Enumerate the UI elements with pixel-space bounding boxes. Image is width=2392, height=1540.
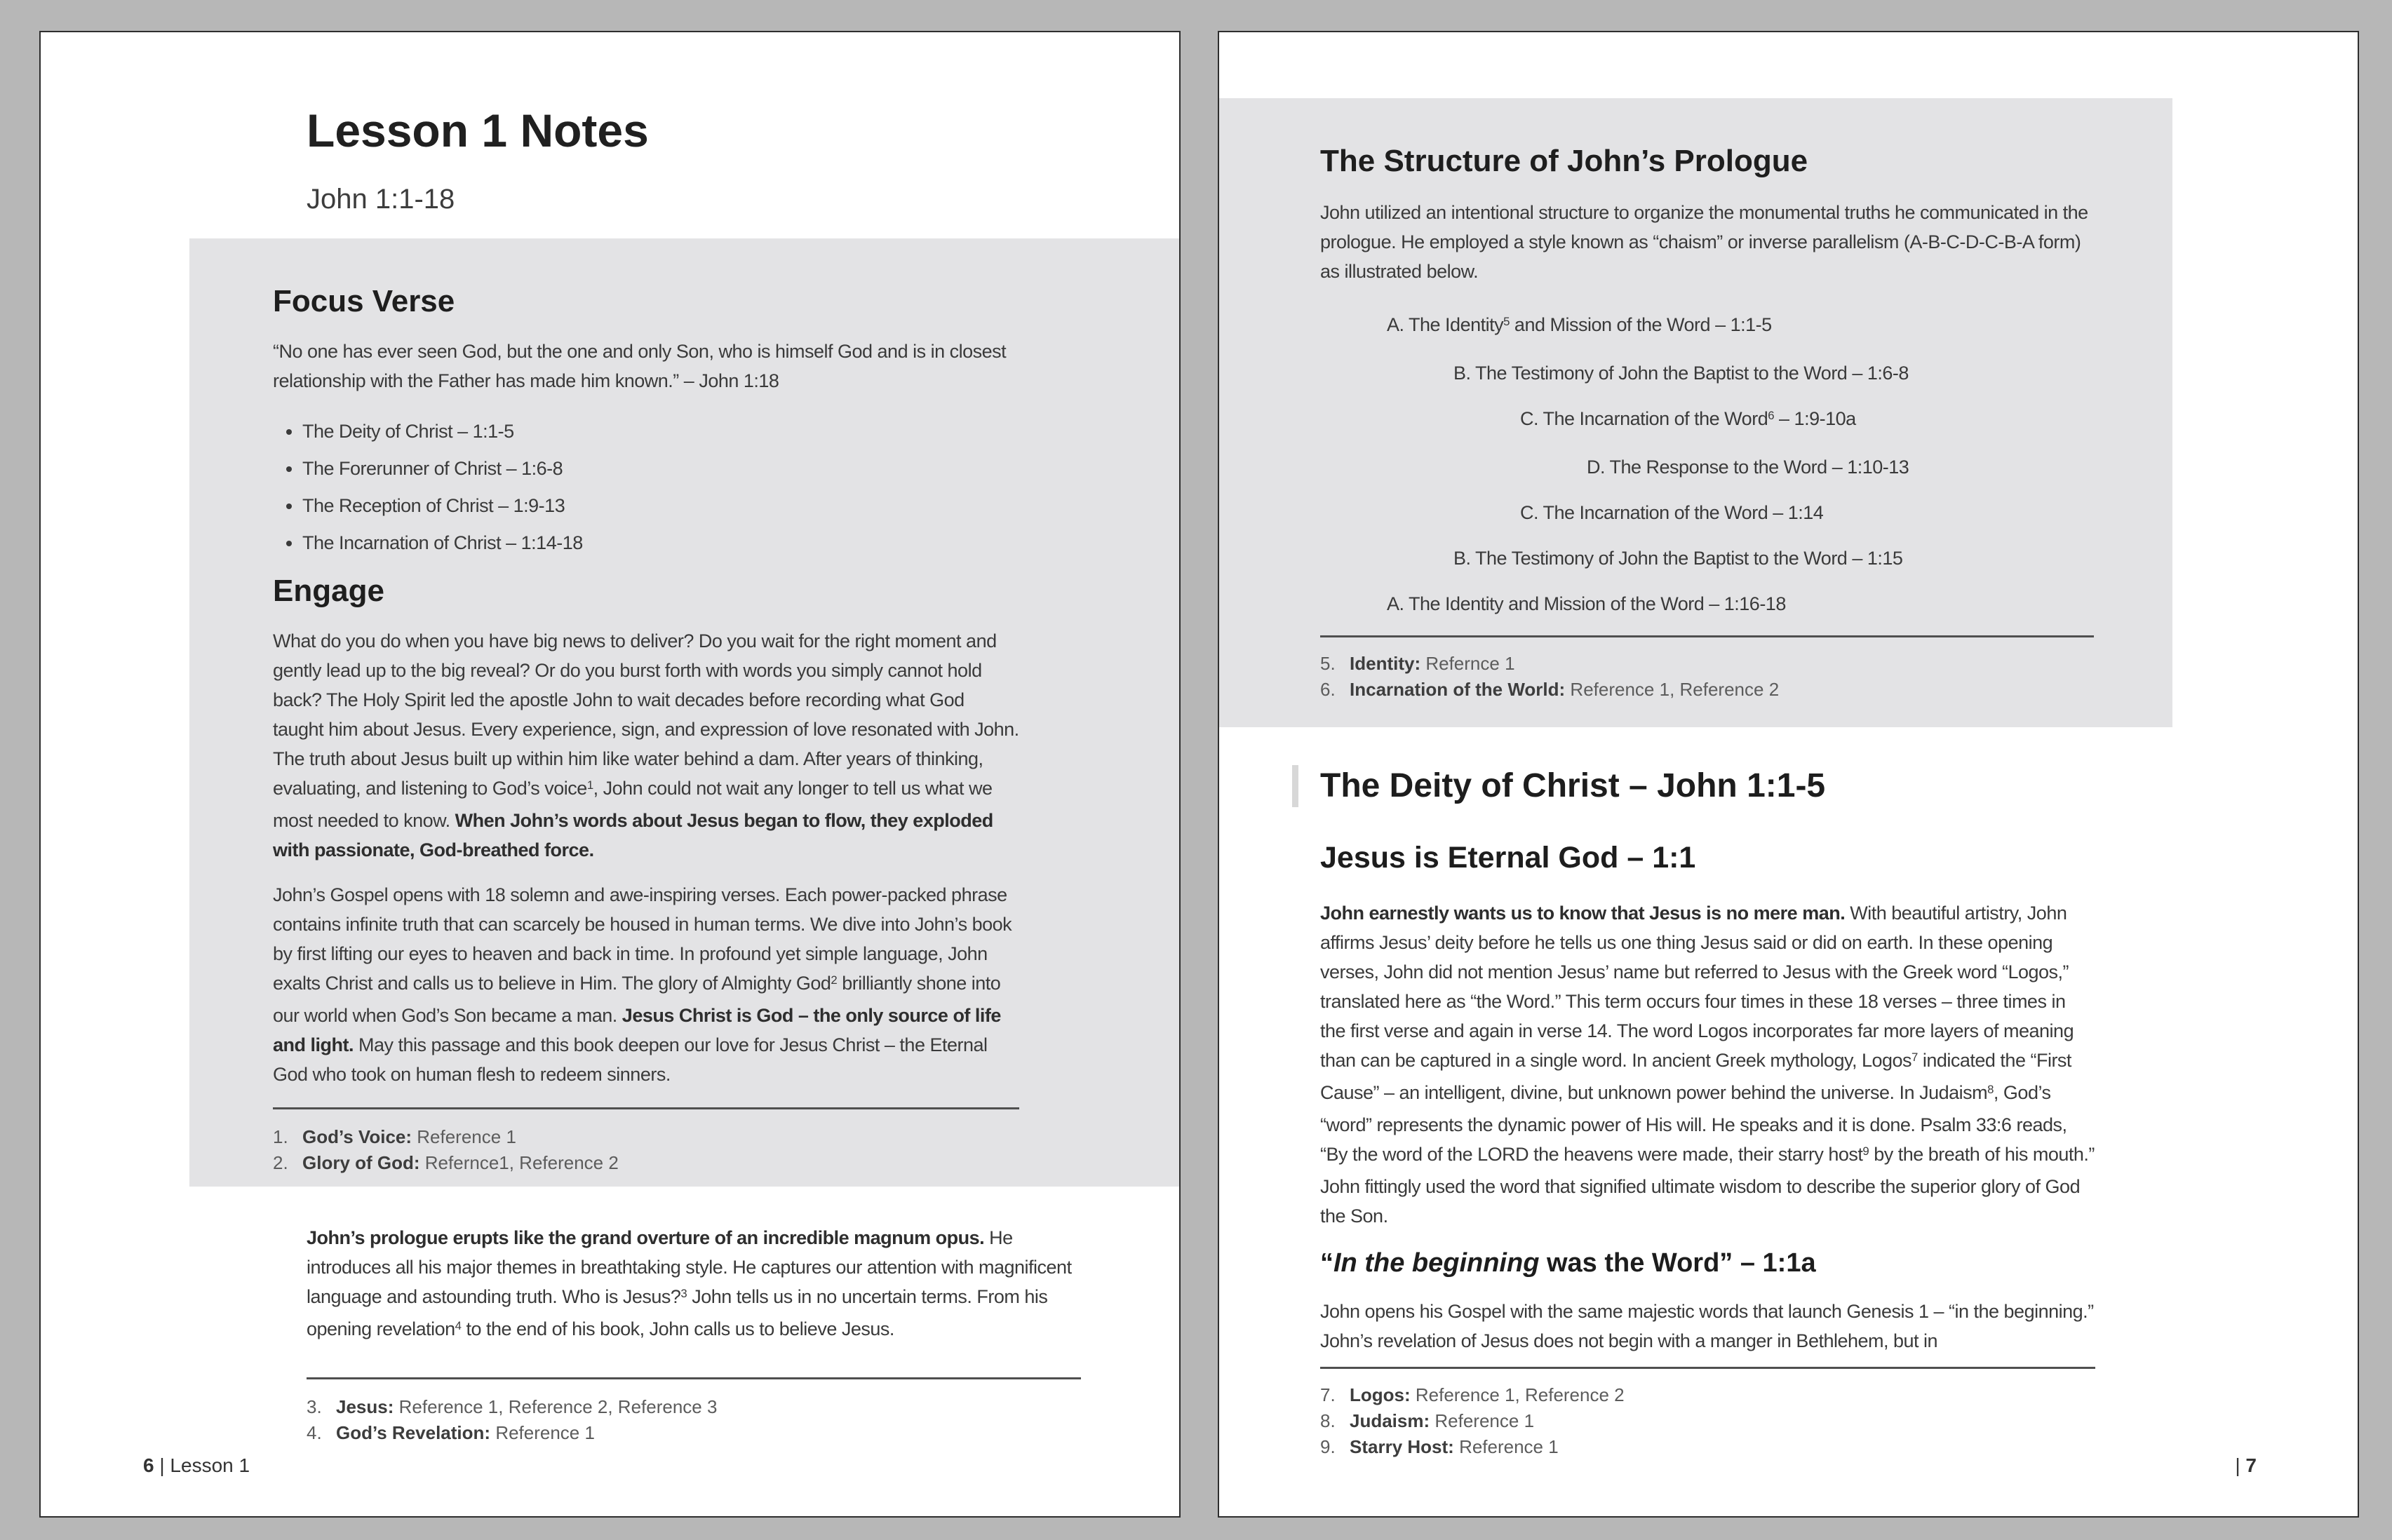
footnote-number: 8. [1320,1410,1336,1431]
footnote-item-5 [1320,651,2094,675]
closing-paragraph: John opens his Gospel with the same majestic words that launch Genesis 1 – “in the beginning.” John’s revelation of Jesus does not begin with a manger in Bethlehem, but in [1320,1301,2094,1351]
structure-panel [1219,98,2172,727]
focus-verse-heading: Focus Verse [273,284,455,318]
footnote-item-3 [307,1395,1081,1419]
footnote-label: Jesus: [336,1396,394,1417]
footnote-label: Glory of God: [302,1152,420,1173]
footnote-item-9 [1320,1435,2095,1459]
structure-intro: John utilized an intentional structure to organize the monumental truths he communicated in the prologue. He employed a style known as “chaism” or inverse parallelism (A-B-C-D-C-B-A form) as illustrated below. [1320,202,2088,282]
footnote-references: Reference 1 [1453,1436,1559,1457]
footer-separator: | [154,1454,170,1476]
footnote-references: Refernce1, Reference 2 [419,1152,619,1173]
chiasm-line-d: D. The Response to the Word – 1:10-13 [1587,457,1909,478]
deity-heading: The Deity of Christ – John 1:1-5 [1320,767,1826,804]
chiasm-line-b2: B. The Testimony of John the Baptist to the Word – 1:15 [1453,548,1903,569]
prologue-outro-section [307,1223,1081,1445]
footnote-label: Logos: [1350,1384,1411,1405]
footnote-references: Refernce 1 [1420,653,1515,674]
footnote-divider [307,1377,1081,1379]
footnote-references: Reference 1 [490,1422,595,1443]
footnote-item-4 [307,1421,1081,1445]
eternal-god-heading: Jesus is Eternal God – 1:1 [1320,841,1696,874]
footnote-divider [1320,1367,2095,1369]
page-number: 6 [143,1454,154,1476]
footnote-label: Incarnation of the World: [1350,679,1566,700]
list-item: • The Deity of Christ – 1:1-5 [302,417,1019,446]
footnote-number: 1. [273,1126,288,1147]
footnote-label: Identity: [1350,653,1421,674]
list-item: • The Incarnation of Christ – 1:14-18 [302,528,1019,558]
focus-verse-panel [189,238,1179,1187]
structure-heading: The Structure of John’s Prologue [1320,144,1808,178]
footnote-divider [273,1107,1019,1109]
footnote-label: God’s Revelation: [336,1422,491,1443]
footnote-references: Reference 1, Reference 2 [1410,1384,1625,1405]
chiasm-line-a2: A. The Identity and Mission of the Word – 1:16-18 [1387,593,1786,614]
footnote-number: 9. [1320,1436,1336,1457]
focus-outline-list [273,417,1019,558]
footnote-item-8 [1320,1409,2095,1433]
footnote-references: Reference 1 [412,1126,516,1147]
footnote-references: Reference 1, Reference 2, Reference 3 [394,1396,718,1417]
footnote-references: Reference 1 [1430,1410,1535,1431]
list-item: • The Forerunner of Christ – 1:6-8 [302,454,1019,483]
footnote-number: 4. [307,1422,322,1443]
chiasm-line-c1: C. The Incarnation of the Word$^6$ – 1:9-10a [1520,408,1856,429]
chiasm-line-a1: A. The Identity$^5$ and Mission of the Word – 1:1-5 [1387,314,1772,335]
page-7 [1218,31,2359,1518]
footnote-label: Judaism: [1350,1410,1430,1431]
footnote-number: 2. [273,1152,288,1173]
page-footer-right [2235,1454,2257,1477]
footnote-item-7 [1320,1383,2095,1407]
footer-separator: | [2235,1454,2246,1476]
right-footnotes-section [1320,1367,2095,1459]
footnote-label: God’s Voice: [302,1126,412,1147]
footnote-number: 5. [1320,653,1336,674]
footnote-references: Reference 1, Reference 2 [1565,679,1780,700]
page-number: 7 [2245,1454,2257,1476]
document-title: Lesson 1 Notes [307,104,649,156]
footnote-item-1 [273,1125,1019,1149]
footnote-item-2 [273,1151,1019,1175]
footnote-number: 6. [1320,679,1336,700]
engage-heading: Engage [273,574,384,608]
list-item: • The Reception of Christ – 1:9-13 [302,491,1019,520]
in-the-beginning-heading: “In the beginning was the Word” – 1:1a [1320,1248,1816,1278]
chiasm-line-b1: B. The Testimony of John the Baptist to the Word – 1:6-8 [1453,363,1909,384]
page-footer-left [143,1454,250,1477]
footnote-number: 7. [1320,1384,1336,1405]
footnote-label: Starry Host: [1350,1436,1454,1457]
page-6 [39,31,1181,1518]
footnote-number: 3. [307,1396,322,1417]
engage-paragraph-2: John’s Gospel opens with 18 solemn and awe-inspiring verses. Each power-packed phrase contains infinite truth that can scarcely be housed in human terms. We dive into John’s book by first lifting our eyes to heaven and back in time. In profound yet simple language, John exalts Christ and calls us to believe in Him. The glory of Almighty God$^2$ brilliantly shone into our world when God’s Son became a man. Jesus Christ is God – the only source of life and light. May this passage and this book deepen our love for Jesus Christ – the Eternal God who took on human flesh to redeem sinners. [273,884,1012,1085]
outro-paragraph: John’s prologue erupts like the grand overture of an incredible magnum opus. He introduces all his major themes in breathtaking style. He captures our attention with magnificent language and astounding truth. Who is Jesus?$^3$ John tells us in no uncertain terms. From his opening revelation$^4$ to the end of his book, John calls us to believe Jesus. [307,1227,1072,1339]
footnote-item-6 [1320,677,2094,701]
document-subtitle: John 1:1-18 [307,184,455,215]
engage-paragraph-1: What do you do when you have big news to deliver? Do you wait for the right moment and gently lead up to the big reveal? Or do you burst forth with words you simply cannot hold back? The Holy Spirit led the apostle John to wait decades before recording what God taught him about Jesus. Every experience, sign, and expression of love resonated with John. The truth about Jesus built up within him like water behind a dam. After years of thinking, evaluating, and listening to God’s voice$^1$, John could not wait any longer to tell us what we most needed to know. When John’s words about Jesus began to flow, they exploded with passionate, God-breathed force. [273,630,1019,860]
chiasm-outline [1320,310,2094,619]
chiasm-line-c2: C. The Incarnation of the Word – 1:14 [1520,502,1824,523]
footnote-divider [1320,635,2094,637]
focus-verse-text: “No one has ever seen God, but the one and only Son, who is himself God and is in closest relationship with the Father has made him known.” – John 1:18 [273,341,1007,391]
deity-heading-block [1292,765,2358,807]
footer-label: Lesson 1 [170,1454,250,1476]
deity-body-paragraph: John earnestly wants us to know that Jesus is no mere man. With beautiful artistry, John affirms Jesus’ deity before he tells us one thing Jesus said or did on earth. In these opening verses, John did not mention Jesus’ name but referred to Jesus with the Greek word “Logos,” translated here as “the Word.” This term occurs four times in these 18 verses – three times in the first verse and again in verse 14. The word Logos incorporates far more layers of meaning than can be captured in a single word. In ancient Greek mythology, Logos$^7$ indicated the “First Cause” – an intelligent, divine, but unknown power behind the universe. In Judaism$^8$, God’s “word” represents the dynamic power of His will. He speaks and it is done. Psalm 33:6 reads, “By the word of the LORD the heavens were made, their starry host$^9$ by the breath of his mouth.” John fittingly used the word that signified ultimate wisdom to describe the superior glory of God the Son. [1320,903,2095,1227]
